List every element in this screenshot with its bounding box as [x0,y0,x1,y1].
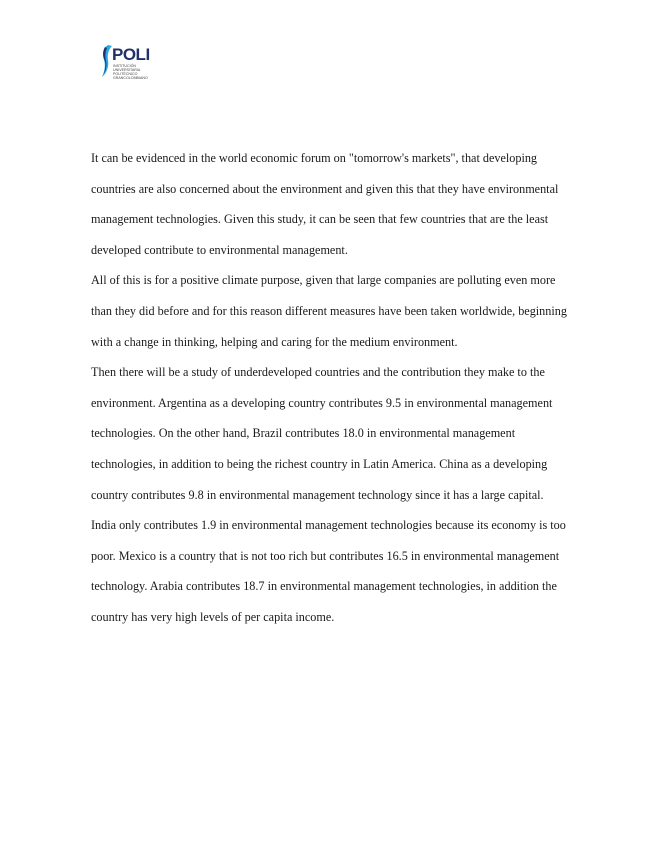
paragraph-2: All of this is for a positive climate purpose, given that large companies are polluting even more than they did before and for this reason different measures have been taken worldwide, beginning with a change in thinking, helping and caring for the medium environment. [91,273,567,349]
document-body [91,143,571,633]
paragraph-3: Then there will be a study of underdeveloped countries and the contribution they make to the environment. Argentina as a developing country contributes 9.5 in environmental management technologies. On the other hand, Brazil contributes 18.0 in environmental management technologies, in addition to being the richest country in Latin America. China as a developing country contributes 9.8 in environmental management technology since it has a large capital. India only contributes 1.9 in environmental management technologies because its economy is too poor. Mexico is a country that is not too rich but contributes 16.5 in environmental management technology. Arabia contributes 18.7 in environmental management technologies, in addition the country has very high levels of per capita income. [91,365,566,624]
logo-tagline: INSTITUCIÓN UNIVERSITARIA POLITÉCNICO GRANCOLOMBIANO [113,64,148,80]
poli-logo [100,44,156,80]
paragraph-1: It can be evidenced in the world economic forum on "tomorrow's markets", that developing countries are also concerned about the environment and given this that they have environmental management technologies. Given this study, it can be seen that few countries that are the least developed contribute to environmental management. [91,151,559,257]
logo-wordmark: POLI [112,45,150,64]
